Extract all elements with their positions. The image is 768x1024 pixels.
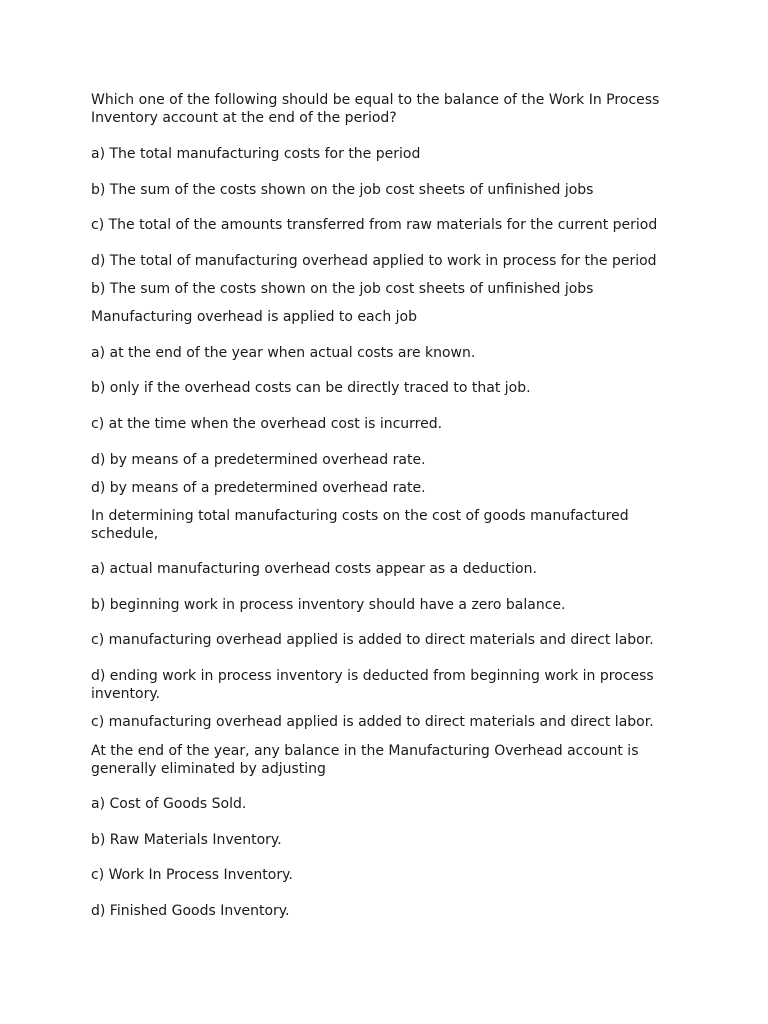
question-1-text: Which one of the following should be equal to the balance of the Work In Process Inventory account at the end of the period?: [91, 92, 664, 126]
question-2-answer: d) by means of a predetermined overhead rate.: [91, 480, 426, 496]
question-1-option-d: d) The total of manufacturing overhead applied to work in process for the period: [91, 253, 657, 269]
question-3-answer: c) manufacturing overhead applied is added to direct materials and direct labor.: [91, 714, 654, 730]
question-2-option-d: d) by means of a predetermined overhead rate.: [91, 452, 426, 468]
question-4-option-d: d) Finished Goods Inventory.: [91, 903, 290, 919]
question-1-answer: b) The sum of the costs shown on the job cost sheets of unfinished jobs: [91, 281, 594, 297]
question-4-option-a: a) Cost of Goods Sold.: [91, 796, 247, 812]
question-3-option-c: c) manufacturing overhead applied is added to direct materials and direct labor.: [91, 632, 654, 648]
question-2-option-a: a) at the end of the year when actual costs are known.: [91, 345, 476, 361]
question-3-option-d: d) ending work in process inventory is deducted from beginning work in process inventory.: [91, 668, 659, 702]
question-4-option-c: c) Work In Process Inventory.: [91, 867, 293, 883]
question-3-text: In determining total manufacturing costs on the cost of goods manufactured schedule,: [91, 508, 634, 542]
question-2-option-c: c) at the time when the overhead cost is incurred.: [91, 416, 443, 432]
question-1-option-b: b) The sum of the costs shown on the job cost sheets of unfinished jobs: [91, 182, 594, 198]
question-4-option-b: b) Raw Materials Inventory.: [91, 832, 282, 848]
question-1-option-a: a) The total manufacturing costs for the period: [91, 146, 421, 162]
question-4-text: At the end of the year, any balance in the Manufacturing Overhead account is generally eliminated by adjusting: [91, 743, 643, 777]
question-3-option-a: a) actual manufacturing overhead costs appear as a deduction.: [91, 561, 537, 577]
question-3-option-b: b) beginning work in process inventory should have a zero balance.: [91, 597, 566, 613]
question-2-option-b: b) only if the overhead costs can be directly traced to that job.: [91, 380, 531, 396]
question-1-option-c: c) The total of the amounts transferred from raw materials for the current period: [91, 217, 658, 233]
question-2-text: Manufacturing overhead is applied to each job: [91, 309, 417, 325]
